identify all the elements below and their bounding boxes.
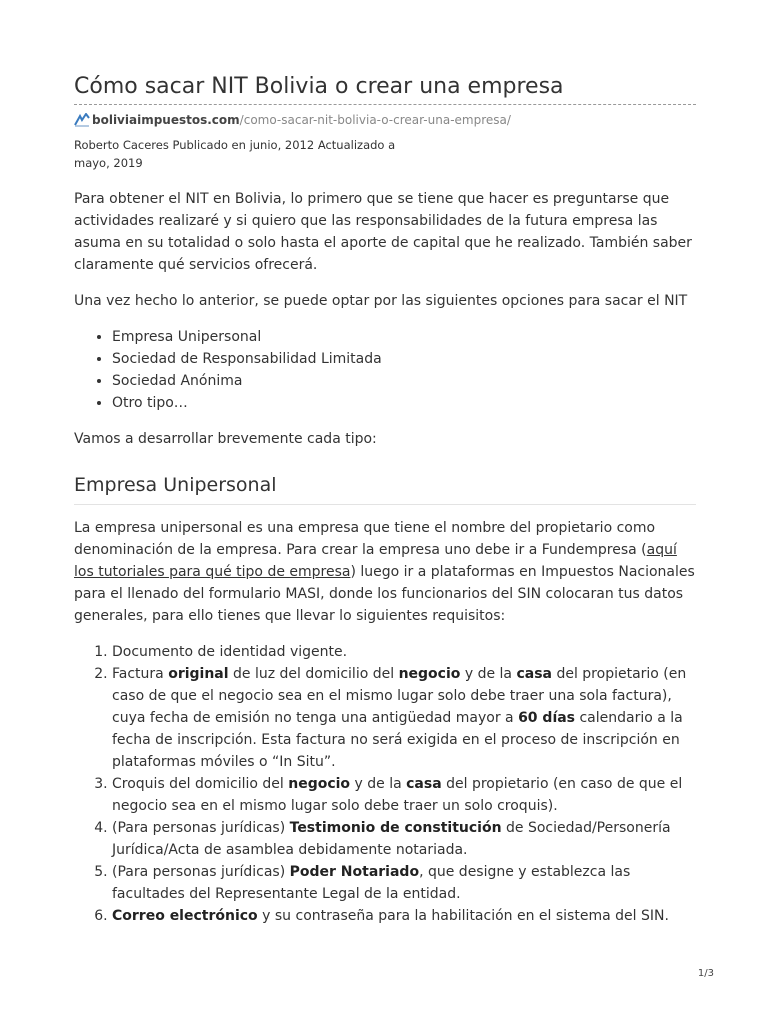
list-item: • Empresa Unipersonal xyxy=(112,326,696,348)
list-item: 3. Croquis del domicilio del negocio y de la casa del propietario (en caso de que el negocio sea en el mismo lugar solo debe traer un solo croquis). xyxy=(112,773,696,817)
paragraph-text: ) luego ir a plataformas en Impuestos Nacionales para el llenado del formulario MASI, donde los funcionarios del SIN colocaran tus datos generales, para ello tienes que llevar lo siguientes requisitos: xyxy=(74,564,695,624)
article-title: Cómo sacar NIT Bolivia o crear una empresa xyxy=(74,74,564,99)
source-line xyxy=(74,111,511,132)
site-logo-icon xyxy=(74,113,90,132)
title-divider xyxy=(74,104,696,105)
intro-paragraph: Para obtener el NIT en Bolivia, lo primero que se tiene que hacer es preguntarse que actividades realizaré y si quiero que las responsabilidades de la futura empresa las asuma en su totalidad o solo hasta el aporte de capital que he realizado. También saber claramente qué servicios ofrecerá. xyxy=(74,191,692,273)
options-list xyxy=(74,326,696,414)
list-item: • Sociedad Anónima xyxy=(112,370,696,392)
requirements-list xyxy=(74,641,696,927)
source-path[interactable]: /como-sacar-nit-bolivia-o-crear-una-empresa/ xyxy=(239,113,511,127)
develop-paragraph: Vamos a desarrollar brevemente cada tipo: xyxy=(74,431,377,447)
list-item: 6. Correo electrónico y su contraseña para la habilitación en el sistema del SIN. xyxy=(112,905,696,927)
list-item: • Sociedad de Responsabilidad Limitada xyxy=(112,348,696,370)
section-paragraph xyxy=(74,517,696,627)
list-item: 1. Documento de identidad vigente. xyxy=(112,641,696,663)
tutorials-link[interactable]: aquí los tutoriales para qué tipo de empresa xyxy=(74,542,677,580)
section-heading: Empresa Unipersonal xyxy=(74,472,696,505)
article-body xyxy=(74,188,696,941)
source-domain[interactable]: boliviaimpuestos.com xyxy=(92,113,240,127)
list-item: • Otro tipo… xyxy=(112,392,696,414)
paragraph-text: La empresa unipersonal es una empresa que tiene el nombre del propietario como denominación de la empresa. Para crear la empresa uno debe ir a Fundempresa ( xyxy=(74,520,656,558)
article-meta: Roberto Caceres Publicado en junio, 2012 Actualizado a mayo, 2019 xyxy=(74,138,396,170)
list-item: 2. Factura original de luz del domicilio del negocio y de la casa del propietario (en caso de que el negocio sea en el mismo lugar solo debe traer una sola factura), cuya fecha de emisión no tenga una antigüedad mayor a 60 días calendario a la fecha de inscripción. Esta factura no será exigida en el proceso de inscripción en plataformas móviles o “In Situ”. xyxy=(112,663,696,773)
page-number: 1/3 xyxy=(697,968,714,979)
list-item: 5. (Para personas jurídicas) Poder Notariado, que designe y establezca las facultades del Representante Legal de la entidad. xyxy=(112,861,696,905)
list-item: 4. (Para personas jurídicas) Testimonio de constitución de Sociedad/Personería Jurídica/Acta de asamblea debidamente notariada. xyxy=(112,817,696,861)
options-intro: Una vez hecho lo anterior, se puede optar por las siguientes opciones para sacar el NIT xyxy=(74,293,688,309)
